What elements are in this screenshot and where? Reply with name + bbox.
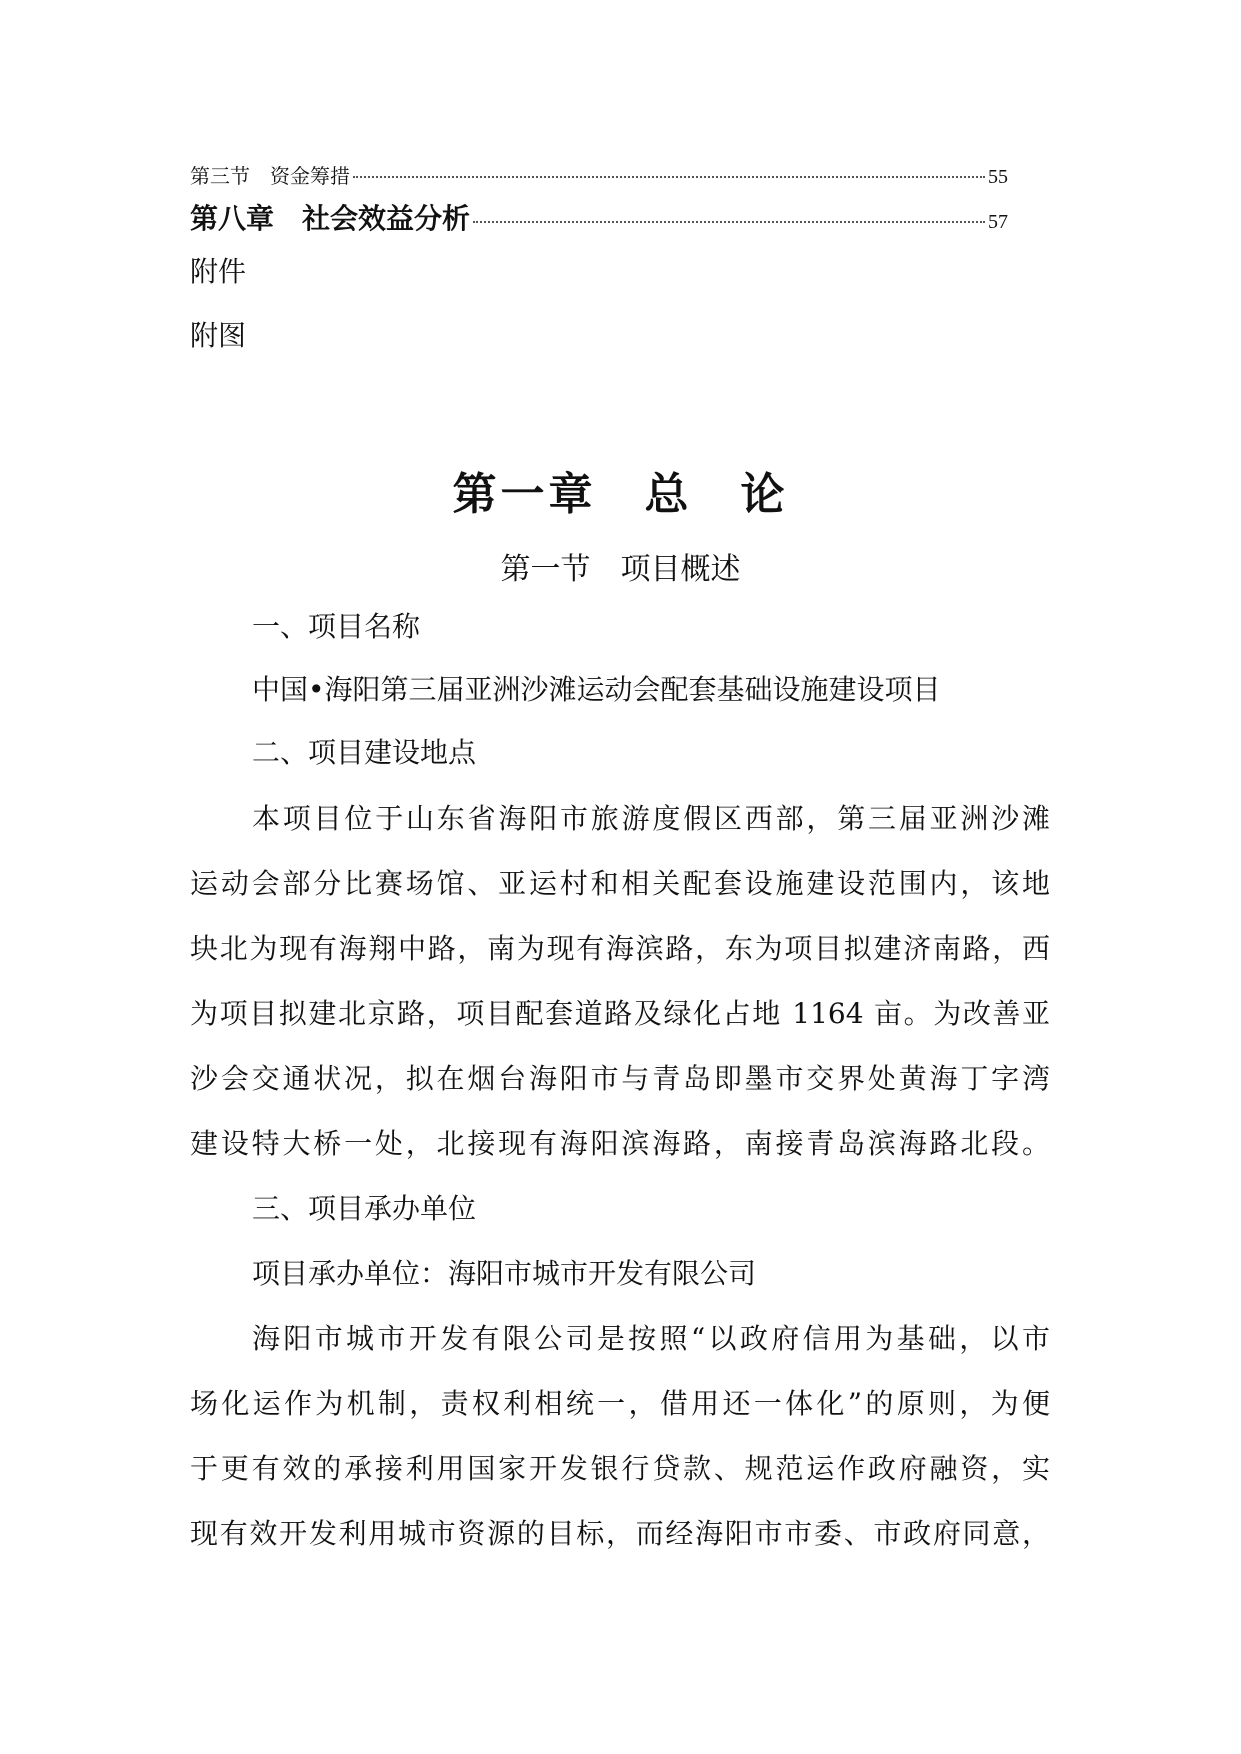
company-paragraph-line: 海阳市城市开发有限公司是按照“以政府信用为基础，以市 <box>252 1322 1050 1355</box>
heading-project-location: 二、项目建设地点 <box>252 736 477 769</box>
location-paragraph-line: 本项目位于山东省海阳市旅游度假区西部，第三届亚洲沙滩 <box>252 802 1050 835</box>
heading-project-undertaker: 三、项目承办单位 <box>252 1192 477 1225</box>
location-paragraph-line: 运动会部分比赛场馆、亚运村和相关配套设施建设范围内，该地 <box>190 867 1050 900</box>
location-paragraph-line: 为项目拟建北京路，项目配套道路及绿化占地 1164 亩。为改善亚 <box>190 997 1050 1030</box>
heading-project-name: 一、项目名称 <box>252 610 421 643</box>
toc-entry-section[interactable] <box>190 160 1008 189</box>
toc-page-number: 55 <box>988 166 1008 188</box>
company-paragraph-line: 场化运作为机制，责权利相统一，借用还一体化”的原则，为便 <box>190 1387 1050 1420</box>
company-paragraph-line: 于更有效的承接利用国家开发银行贷款、规范运作政府融资，实 <box>190 1452 1050 1485</box>
location-paragraph-line: 沙会交通状况，拟在烟台海阳市与青岛即墨市交界处黄海丁字湾 <box>190 1062 1050 1095</box>
toc-appendix-figures[interactable]: 附图 <box>190 319 247 352</box>
toc-entry-label: 第三节 资金筹措 <box>190 164 350 188</box>
toc-page-number: 57 <box>988 211 1008 233</box>
toc-dot-leader <box>473 221 985 223</box>
undertaker-text: 项目承办单位：海阳市城市开发有限公司 <box>252 1257 757 1290</box>
section-title: 第一节 项目概述 <box>500 552 741 587</box>
chapter-title: 第一章 总 论 <box>452 469 789 520</box>
toc-entry-chapter[interactable] <box>190 197 1008 237</box>
project-name-text: 中国•海阳第三届亚洲沙滩运动会配套基础设施建设项目 <box>252 673 941 706</box>
toc-dot-leader <box>353 176 985 178</box>
toc-appendix-attachments[interactable]: 附件 <box>190 255 247 288</box>
location-paragraph-line: 块北为现有海翔中路，南为现有海滨路，东为项目拟建济南路，西 <box>190 932 1050 965</box>
toc-entry-label: 第八章 社会效益分析 <box>190 202 471 235</box>
company-paragraph-line: 现有效开发利用城市资源的目标，而经海阳市市委、市政府同意， <box>190 1517 1050 1550</box>
location-paragraph-line: 建设特大桥一处，北接现有海阳滨海路，南接青岛滨海路北段。 <box>190 1127 1050 1160</box>
